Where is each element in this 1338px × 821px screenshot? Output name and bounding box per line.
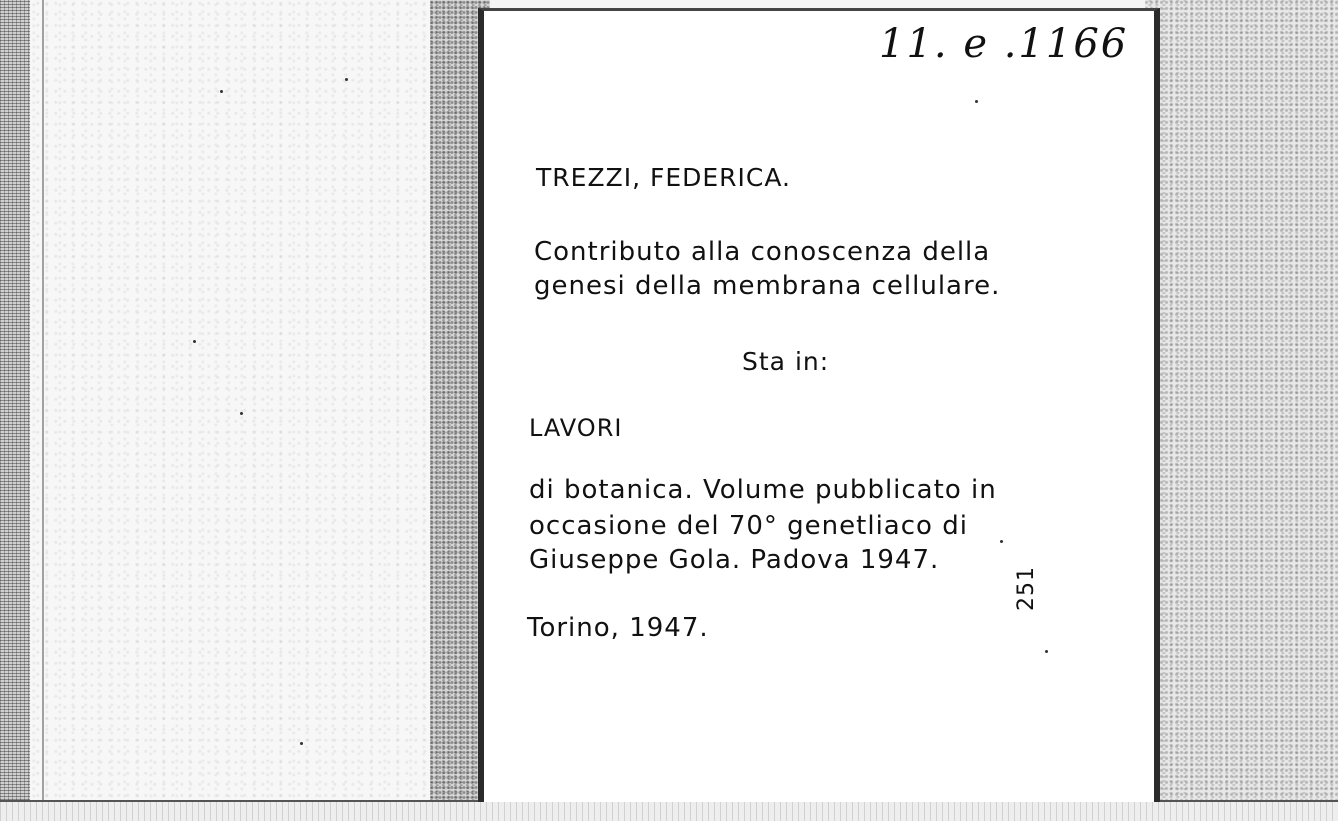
extract-note: Sta in: <box>742 347 830 376</box>
title-line-1: Contributo alla conoscenza della <box>534 237 991 267</box>
series-line-1: di botanica. Volume pubblicato in <box>529 475 997 505</box>
background-left-area <box>0 0 480 821</box>
speck <box>240 412 243 415</box>
speck <box>975 100 978 103</box>
author-heading: TREZZI, FEDERICA. <box>536 163 791 192</box>
speck <box>220 90 223 93</box>
catalogue-card <box>478 8 1160 802</box>
speck <box>300 742 303 745</box>
left-edge-noise <box>0 0 30 821</box>
left-rule-line <box>42 0 44 821</box>
speck <box>345 78 348 81</box>
title-line-2: genesi della membrana cellulare. <box>534 271 1001 301</box>
background-right-area <box>1145 0 1338 800</box>
speck <box>193 340 196 343</box>
imprint: Torino, 1947. <box>527 613 709 643</box>
series-line-3: Giuseppe Gola. Padova 1947. <box>529 545 940 575</box>
speck <box>1000 540 1003 543</box>
shelfmark: 11. e .1166 <box>879 21 1129 67</box>
series-line-2: occasione del 70° genetliaco di <box>529 511 968 541</box>
speck <box>1045 650 1048 653</box>
rotated-number: 251 <box>1014 566 1039 611</box>
bottom-strip <box>0 800 1338 821</box>
series-heading: LAVORI <box>529 414 623 442</box>
